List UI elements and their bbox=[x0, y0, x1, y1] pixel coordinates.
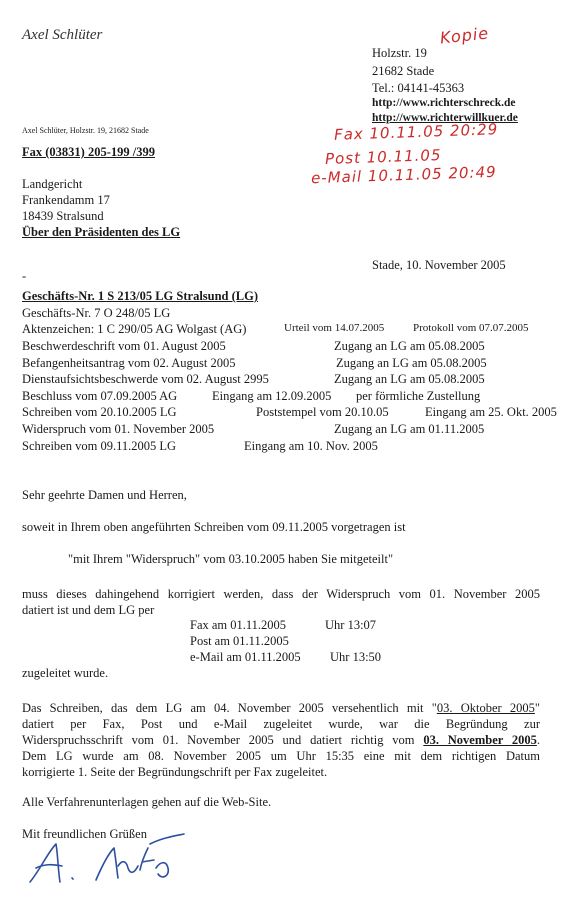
transmission-fax-time: Uhr 13:07 bbox=[325, 618, 377, 632]
az-number: Aktenzeichen: 1 C 290/05 AG Wolgast (AG) bbox=[22, 322, 247, 336]
p2-line3-period: . bbox=[536, 733, 540, 747]
p2-line1 bbox=[22, 700, 540, 716]
ref4-receipt: Eingang am 12.09.2005 bbox=[212, 389, 332, 403]
sender-web2-link[interactable]: http://www.richterwillkuer.de bbox=[372, 112, 518, 124]
transmission-fax: Fax am 01.11.2005 bbox=[190, 618, 287, 632]
ref6-doc: Widerspruch vom 01. November 2005 bbox=[22, 422, 215, 436]
ref1-receipt: Zugang an LG am 05.08.2005 bbox=[334, 339, 485, 353]
az-protocol: Protokoll vom 07.07.2005 bbox=[413, 322, 529, 334]
sender-phone: Tel.: 04141-45363 bbox=[372, 81, 465, 95]
reference-row-7 bbox=[22, 440, 552, 455]
reference-row-3 bbox=[22, 373, 552, 388]
ref5-receipt: Eingang am 25. Okt. 2005 bbox=[425, 405, 557, 419]
ref3-doc: Dienstaufsichtsbeschwerde vom 02. August 2995 bbox=[22, 372, 269, 386]
ref7-receipt: Eingang am 10. Nov. 2005 bbox=[244, 439, 378, 453]
email-annotation: e-Mail 10.11.05 20:49 bbox=[310, 162, 497, 188]
sender-city: 21682 Stade bbox=[372, 64, 435, 78]
p1-end: zugeleitet wurde. bbox=[22, 666, 109, 680]
reference-row-6 bbox=[22, 423, 552, 438]
recipient-line1: Landgericht bbox=[22, 177, 83, 191]
reference-row-az bbox=[22, 323, 552, 338]
ref5-doc: Schreiben vom 20.10.2005 LG bbox=[22, 405, 177, 419]
ref3-receipt: Zugang an LG am 05.08.2005 bbox=[334, 372, 485, 386]
recipient-line4: Über den Präsidenten des LG bbox=[22, 225, 181, 239]
paragraph-correction bbox=[22, 586, 540, 618]
salutation: Sehr geehrte Damen und Herren, bbox=[22, 488, 187, 502]
reference-row-4 bbox=[22, 390, 552, 405]
ref6-receipt: Zugang an LG am 01.11.2005 bbox=[334, 422, 485, 436]
reference-row-2 bbox=[22, 357, 552, 372]
p2-line3 bbox=[22, 732, 540, 748]
p2-date-correct: 03. November 2005 bbox=[423, 733, 537, 747]
ref2-receipt: Zugang an LG am 05.08.2005 bbox=[336, 356, 487, 370]
p2-line1-quote: " bbox=[534, 701, 540, 715]
transmission-post: Post am 01.11.2005 bbox=[190, 634, 289, 648]
quoted-statement: "mit Ihrem "Widerspruch" vom 03.10.2005 haben Sie mitgeteilt" bbox=[68, 552, 394, 566]
transmission-email-time: Uhr 13:50 bbox=[330, 650, 382, 664]
reference-main: Geschäfts-Nr. 1 S 213/05 LG Stralsund (LG) bbox=[22, 289, 259, 303]
reference-second: Geschäfts-Nr. 7 O 248/05 LG bbox=[22, 306, 171, 320]
ref7-doc: Schreiben vom 09.11.2005 LG bbox=[22, 439, 177, 453]
closing: Mit freundlichen Grüßen bbox=[22, 827, 147, 841]
post-annotation: Post 10.11.05 bbox=[324, 145, 442, 169]
reference-row-5 bbox=[22, 405, 557, 421]
intro-line: soweit in Ihrem oben angeführten Schreiben vom 09.11.2005 vorgetragen ist bbox=[22, 520, 406, 534]
p2-date-wrong: 03. Oktober 2005 bbox=[436, 701, 535, 715]
p2-line3-text: Widerspruchsschrift vom 01. November 2005 und datiert richtig vom bbox=[22, 733, 424, 747]
p2-line2: datiert per Fax, Post und e-Mail zugeleitet wurde, war die Begründung zur bbox=[22, 717, 540, 731]
signature-image bbox=[22, 827, 192, 890]
return-address-line: Axel Schlüter, Holzstr. 19, 21682 Stade bbox=[22, 126, 149, 135]
kopie-annotation: Kopie bbox=[439, 23, 490, 48]
sender-name-script: Axel Schlüter bbox=[22, 27, 103, 43]
az-judgment: Urteil vom 14.07.2005 bbox=[284, 322, 385, 334]
sender-web1[interactable]: http://www.richterschreck.de bbox=[372, 97, 516, 109]
ref5-postmark: Poststempel vom 20.10.05 bbox=[256, 405, 389, 419]
ref1-doc: Beschwerdeschrift vom 01. August 2005 bbox=[22, 339, 226, 353]
p1-line2: datiert ist und dem LG per bbox=[22, 603, 155, 617]
p2-line1-text: Das Schreiben, das dem LG am 04. November 2005 versehentlich mit " bbox=[22, 701, 437, 715]
transmission-email: e-Mail am 01.11.2005 bbox=[190, 650, 301, 664]
website-note: Alle Verfahrenunterlagen gehen auf die Web-Site. bbox=[22, 795, 272, 809]
sender-street: Holzstr. 19 bbox=[372, 46, 427, 60]
reference-row-1 bbox=[22, 340, 552, 355]
ref4-delivery: per förmliche Zustellung bbox=[356, 389, 481, 403]
recipient-line3: 18439 Stralsund bbox=[22, 209, 104, 223]
ref2-doc: Befangenheitsantrag vom 02. August 2005 bbox=[22, 356, 236, 370]
recipient-line2: Frankendamm 17 bbox=[22, 193, 110, 207]
dash-mark: - bbox=[22, 269, 27, 283]
ref4-doc: Beschluss vom 07.09.2005 AG bbox=[22, 389, 178, 403]
p2-line5: korrigierte 1. Seite der Begründungschrift per Fax zugeleitet. bbox=[22, 765, 328, 779]
p2-line4: Dem LG wurde am 08. November 2005 um Uhr 15:35 eine mit dem richtigen Datum bbox=[22, 749, 540, 763]
paragraph-explanation bbox=[22, 700, 540, 780]
fax-number-line: Fax (03831) 205-199 /399 bbox=[22, 145, 155, 159]
fax-annotation: Fax 10.11.05 20:29 bbox=[333, 120, 499, 144]
letter-date: Stade, 10. November 2005 bbox=[372, 258, 506, 272]
p1-line1: muss dieses dahingehend korrigiert werden, dass der Widerspruch vom 01. November 2005 bbox=[22, 587, 540, 601]
